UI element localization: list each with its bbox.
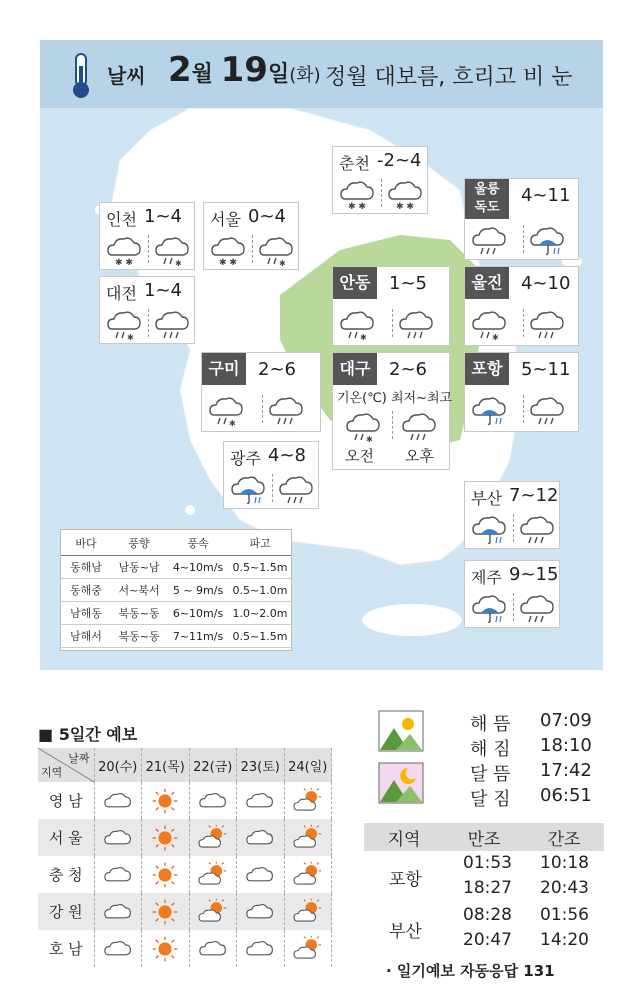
icon-separator <box>513 514 514 542</box>
forecast-row <box>38 893 332 930</box>
sea-cell: 동해남 <box>70 561 102 574</box>
city-name: 광주 <box>230 449 261 468</box>
forecast-corner <box>38 748 94 782</box>
cloud-icon <box>198 935 228 963</box>
icon-separator <box>252 235 253 263</box>
sun-cloud-icon <box>293 935 323 963</box>
cloud-icon <box>245 861 275 889</box>
auto-response-note: · 일기예보 자동응답 131 <box>386 962 555 980</box>
icon-separator <box>148 309 149 337</box>
forecast-day-header: 23(토) <box>237 748 285 782</box>
tide-high: 01:53 <box>463 853 512 873</box>
cloud-rain-snow-icon <box>208 393 244 427</box>
cloud-snow-icon <box>387 177 423 211</box>
tide-header: 만조 <box>467 829 501 850</box>
cloud-icon <box>103 935 133 963</box>
cloud-rain-icon <box>529 307 565 341</box>
cloud-icon <box>103 861 133 889</box>
sea-cell: 0.5~1.5m <box>232 560 288 574</box>
forecast-cell <box>94 930 142 967</box>
svg-text:✱: ✱ <box>229 419 236 427</box>
city-box <box>464 560 560 628</box>
city-temp: 7~12 <box>509 485 559 506</box>
sun-cloud-icon <box>293 824 323 852</box>
sea-row <box>61 556 291 579</box>
city-box <box>464 178 579 260</box>
tide-header: 지역 <box>387 829 421 850</box>
forecast-cell <box>94 782 142 819</box>
forecast-row <box>38 819 332 856</box>
forecast-cell <box>237 819 285 856</box>
sea-row <box>61 579 291 602</box>
forecast-cell <box>142 856 190 893</box>
tide-header: 간조 <box>547 829 581 850</box>
forecast-cell <box>284 856 332 893</box>
sea-header: 풍속 <box>187 536 209 550</box>
moonrise-moonset-icon <box>378 762 424 804</box>
forecast-cell <box>142 819 190 856</box>
cloud-rain-icon <box>154 307 190 341</box>
forecast-cell <box>237 782 285 819</box>
sea-cell: 북동~동 <box>118 607 160 620</box>
thermometer-icon <box>68 52 94 100</box>
cloud-rain-icon <box>519 512 555 546</box>
city-name: 제주 <box>471 568 502 587</box>
forecast-cell <box>189 856 237 893</box>
cloud-rain-snow-icon <box>258 233 294 267</box>
forecast-row <box>38 782 332 819</box>
cloud-snow-icon <box>210 233 246 267</box>
svg-text:✱: ✱ <box>279 259 286 267</box>
city-box <box>201 352 321 432</box>
sea-row <box>61 625 291 648</box>
svg-text:✱ ✱: ✱ ✱ <box>396 202 414 211</box>
cloud-icon <box>245 787 275 815</box>
svg-text:✱ ✱: ✱ ✱ <box>348 202 366 211</box>
sea-cell: 남해동 <box>70 607 102 620</box>
svg-text:✱: ✱ <box>492 333 499 341</box>
forecast-table <box>38 748 332 967</box>
city-temp: 0~4 <box>248 206 286 227</box>
city-temp: 1~4 <box>144 280 182 301</box>
sun-moon-time: 18:10 <box>540 735 592 756</box>
city-temp: 5~11 <box>521 359 571 380</box>
cloud-rain-snow-icon <box>106 307 142 341</box>
legend-pm: 오후 <box>405 447 434 465</box>
forecast-cell <box>237 856 285 893</box>
forecast-day-header: 22(금) <box>189 748 237 782</box>
cloud-icon <box>198 787 228 815</box>
tide-low: 20:43 <box>540 878 589 898</box>
icon-separator <box>523 395 524 423</box>
city-temp: -2~4 <box>377 150 422 171</box>
sea-cell: 7~11m/s <box>172 629 224 643</box>
city-name: 서울 <box>210 210 241 229</box>
sea-cell: 남해서 <box>70 630 102 643</box>
cloud-rain-snow-icon <box>471 307 507 341</box>
forecast-region: 충 청 <box>38 856 94 893</box>
svg-text:✱: ✱ <box>366 435 373 443</box>
sea-row <box>61 602 291 625</box>
title-banner <box>40 40 603 108</box>
sun-cloud-icon <box>198 824 228 852</box>
city-name: 춘천 <box>339 154 370 173</box>
city-temp: 4~11 <box>521 185 571 206</box>
banner-label: 날씨 <box>107 64 146 88</box>
tide-high: 18:27 <box>463 878 512 898</box>
forecast-cell <box>237 893 285 930</box>
sea-cell: 동해중 <box>70 584 102 597</box>
city-name: 안동 <box>333 267 377 299</box>
sun-cloud-icon <box>293 898 323 926</box>
sun-cloud-icon <box>198 898 228 926</box>
sea-header-row <box>61 530 291 556</box>
icon-separator <box>272 474 273 502</box>
icon-separator <box>392 411 393 439</box>
sun-cloud-icon <box>293 787 323 815</box>
tide-low: 10:18 <box>540 853 589 873</box>
city-name: 울진 <box>465 267 509 299</box>
cloud-icon <box>245 898 275 926</box>
cloud-snow-icon <box>339 177 375 211</box>
forecast-cell <box>284 782 332 819</box>
jeju-island <box>362 604 462 636</box>
forecast-cell <box>284 819 332 856</box>
sun-cloud-icon <box>198 861 228 889</box>
city-temp: 2~6 <box>258 359 296 380</box>
sea-cell: 5 ~ 9m/s <box>172 583 224 597</box>
cloud-rain-icon <box>519 591 555 625</box>
legend-am: 오전 <box>345 447 374 465</box>
umbrella-rain-icon <box>471 393 507 427</box>
sun-icon <box>150 787 180 815</box>
forecast-day-header: 21(목) <box>142 748 190 782</box>
city-box <box>464 352 579 432</box>
icon-separator <box>523 309 524 337</box>
cloud-rain-icon <box>471 223 507 257</box>
cloud-rain-icon <box>401 409 437 443</box>
tide-low: 01:56 <box>540 905 589 925</box>
sea-cell: 6~10m/s <box>172 606 224 620</box>
tide-high: 20:47 <box>463 930 512 950</box>
cloud-rain-icon <box>398 307 434 341</box>
city-box <box>223 441 319 509</box>
forecast-day-header: 20(수) <box>94 748 142 782</box>
city-temp: 1~5 <box>389 273 427 294</box>
sun-icon <box>150 898 180 926</box>
svg-text:✱: ✱ <box>360 333 367 341</box>
city-name: 대전 <box>106 284 137 303</box>
sun-moon-label: 해 짐 <box>470 739 511 760</box>
sun-moon-label: 달 짐 <box>470 789 511 810</box>
tide-region: 부산 <box>389 922 422 942</box>
forecast-region: 서 울 <box>38 819 94 856</box>
svg-text:✱: ✱ <box>175 259 182 267</box>
cloud-rain-icon <box>278 472 314 506</box>
tide-low: 14:20 <box>540 930 589 950</box>
sea-cell: 서~북서 <box>118 584 160 597</box>
city-name: 인천 <box>106 210 137 229</box>
city-name: 구미 <box>202 353 246 385</box>
island-dot <box>185 505 195 515</box>
sun-moon-label: 해 뜸 <box>470 714 511 735</box>
sun-moon-time: 17:42 <box>540 760 592 781</box>
svg-text:✱ ✱: ✱ ✱ <box>219 258 237 267</box>
forecast-cell <box>142 930 190 967</box>
sun-moon-time: 07:09 <box>540 710 592 731</box>
city-box <box>464 481 560 549</box>
sea-header: 풍향 <box>128 536 150 550</box>
umbrella-rain-icon <box>529 223 565 257</box>
weather-map <box>40 40 603 670</box>
icon-separator <box>148 235 149 263</box>
banner-headline: 정월 대보름, 흐리고 비 눈 <box>325 65 573 90</box>
forecast-cell <box>237 930 285 967</box>
corner-top-label: 날짜 <box>68 752 90 765</box>
forecast-cell <box>189 782 237 819</box>
umbrella-rain-icon <box>230 472 266 506</box>
svg-text:✱: ✱ <box>127 333 134 341</box>
icon-separator <box>523 225 524 253</box>
forecast-region: 영 남 <box>38 782 94 819</box>
forecast-cell <box>94 893 142 930</box>
forecast-cell <box>189 930 237 967</box>
sea-cell: 4~10m/s <box>172 560 224 574</box>
cloud-icon <box>103 898 133 926</box>
city-temp: 4~8 <box>268 445 306 466</box>
corner-bottom-label: 지역 <box>41 766 63 779</box>
sun-moon-time: 06:51 <box>540 785 592 806</box>
forecast-cell <box>94 819 142 856</box>
city-name: 포항 <box>465 353 509 385</box>
city-box <box>464 266 579 346</box>
forecast-header-row <box>38 748 332 782</box>
sea-cell: 0.5~1.5m <box>232 629 288 643</box>
forecast-cell <box>189 819 237 856</box>
sea-forecast-table <box>60 529 292 651</box>
cloud-icon <box>103 787 133 815</box>
umbrella-rain-icon <box>471 512 507 546</box>
cloud-rain-snow-icon <box>345 409 381 443</box>
tide-header-row <box>364 823 604 851</box>
city-box <box>332 352 453 470</box>
sun-icon <box>150 861 180 889</box>
city-temp: 9~15 <box>509 564 559 585</box>
cloud-rain-snow-icon <box>154 233 190 267</box>
umbrella-rain-icon <box>471 591 507 625</box>
tide-table <box>364 823 604 851</box>
city-box <box>99 202 195 270</box>
forecast-row <box>38 930 332 967</box>
icon-separator <box>392 309 393 337</box>
city-temp: 1~4 <box>144 206 182 227</box>
forecast-day-header: 24(일) <box>284 748 332 782</box>
city-box <box>203 202 299 270</box>
forecast-cell <box>142 782 190 819</box>
svg-text:✱ ✱: ✱ ✱ <box>115 258 133 267</box>
forecast-cell <box>189 893 237 930</box>
sea-cell: 북동~동 <box>118 630 160 643</box>
tide-high: 08:28 <box>463 905 512 925</box>
cloud-icon <box>245 824 275 852</box>
forecast-region: 호 남 <box>38 930 94 967</box>
sun-moon-label: 달 뜸 <box>470 764 511 785</box>
sea-cell: 남동~남 <box>118 561 160 574</box>
banner-date: 2월 19일(화) <box>168 50 321 90</box>
city-name: 부산 <box>471 489 502 508</box>
city-temp: 4~10 <box>521 273 571 294</box>
cloud-snow-icon <box>106 233 142 267</box>
city-box <box>332 266 450 346</box>
icon-separator <box>513 593 514 621</box>
sea-cell: 0.5~1.0m <box>232 583 288 597</box>
city-box <box>99 276 195 344</box>
sea-cell: 1.0~2.0m <box>232 606 288 620</box>
icon-separator <box>381 179 382 207</box>
cloud-rain-snow-icon <box>339 307 375 341</box>
cloud-rain-icon <box>268 393 304 427</box>
sun-icon <box>150 935 180 963</box>
sun-cloud-icon <box>293 861 323 889</box>
city-temp: 2~6 <box>389 359 427 380</box>
forecast-row <box>38 856 332 893</box>
sunrise-sunset-icon <box>378 710 424 752</box>
sea-header: 바다 <box>75 536 97 550</box>
sun-icon <box>150 824 180 852</box>
forecast-cell <box>142 893 190 930</box>
forecast-cell <box>284 893 332 930</box>
cloud-rain-icon <box>529 393 565 427</box>
city-name: 울릉 독도 <box>465 179 509 219</box>
forecast-cell <box>284 930 332 967</box>
sea-header: 파고 <box>249 536 271 550</box>
cloud-icon <box>103 824 133 852</box>
city-box <box>332 146 428 214</box>
city-name: 대구 <box>333 353 377 385</box>
cloud-icon <box>245 935 275 963</box>
forecast-region: 강 원 <box>38 893 94 930</box>
legend-title: 기온(℃) 최저~최고 <box>337 391 453 406</box>
forecast-cell <box>94 856 142 893</box>
icon-separator <box>262 395 263 423</box>
tide-region: 포항 <box>389 870 422 890</box>
forecast-title: ■ 5일간 예보 <box>38 725 138 744</box>
